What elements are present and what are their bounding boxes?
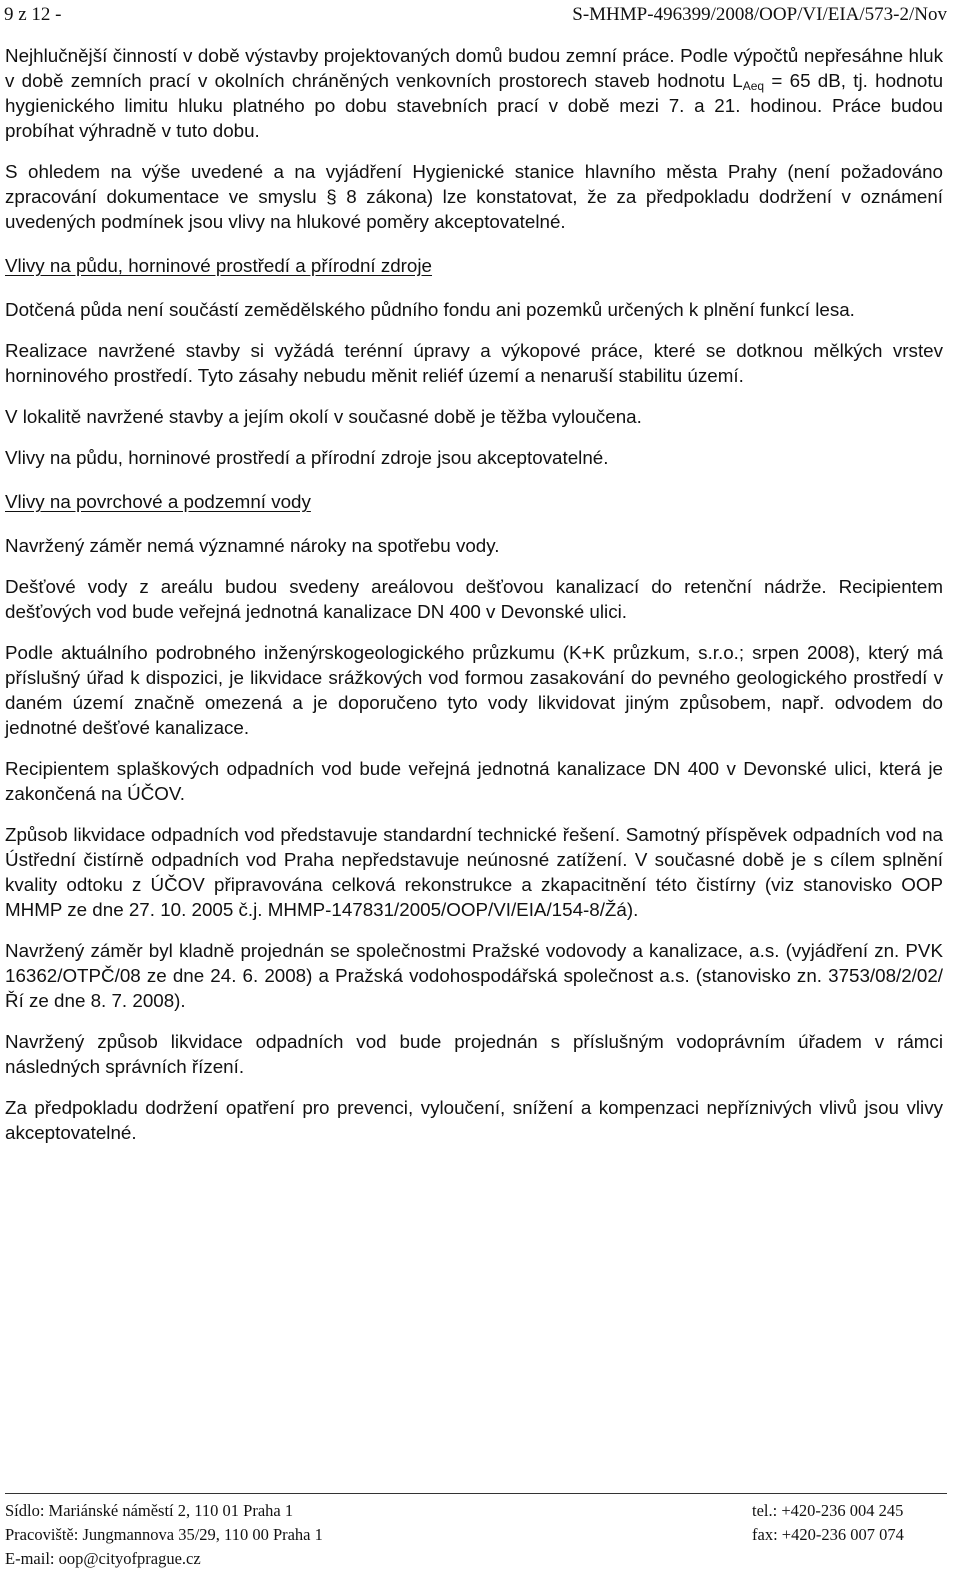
paragraph-approval: Navržený záměr byl kladně projednán se společnostmi Pražské vodovody a kanalizace, a.s. (vyjádření zn. PVK 16362/OTPČ/08 ze dne 24. 6. 2008) a Pražská vodohospodářská společnost a.s. (stanovisko zn. 3753/08/2/02/Ří ze dne 8. 7. 2008).	[5, 940, 943, 1011]
document-body	[5, 43, 943, 1161]
paragraph-noise-conclusion: S ohledem na výše uvedené a na vyjádření Hygienické stanice hlavního města Prahy (není požadováno zpracování dokumentace ve smyslu § 8 zákona) lze konstatovat, že za předpokladu dodržení v oznámení uvedených podmínek jsou vlivy na hlukové poměry akceptovatelné.	[5, 161, 943, 232]
footer-address: Sídlo: Mariánské náměstí 2, 110 01 Praha 1	[5, 1501, 294, 1520]
paragraph-mining: V lokalitě navržené stavby a jejím okolí v současné době je těžba vyloučena.	[5, 406, 642, 427]
footer-divider	[5, 1493, 947, 1494]
paragraph-treatment-plant: Způsob likvidace odpadních vod představuje standardní technické řešení. Samotný příspěvek odpadních vod na Ústřední čistírně odpadních vod Praha nepředstavuje neúnosné zatížení. V současné době je s cílem splnění kvality odtoku z ÚČOV připravována celková rekonstrukce a zkapacitnění této čistírny (viz stanovisko OOP MHMP ze dne 27. 10. 2005 č.j. MHMP-147831/2005/OOP/VI/EIA/154-8/Žá).	[5, 824, 943, 920]
paragraph-rainwater: Dešťové vody z areálu budou svedeny areálovou dešťovou kanalizací do retenční nádrže. Recipientem dešťových vod bude veřejná jednotná kanalizace DN 400 v Devonské ulici.	[5, 576, 943, 622]
paragraph-terrain: Realizace navržené stavby si vyžádá terénní úpravy a výkopové práce, které se dotknou mělkých vrstev horninového prostředí. Tyto zásahy nebudu měnit reliéf území a nenaruší stabilitu území.	[5, 340, 943, 386]
footer-fax: fax: +420-236 007 074	[752, 1525, 904, 1544]
footer-contact-address	[5, 1499, 323, 1571]
paragraph-soil-fund: Dotčená půda není součástí zemědělského půdního fondu ani pozemků určených k plnění funkcí lesa.	[5, 299, 855, 320]
paragraph-text: = 65 dB, tj. hodnotu hygienického limitu hluku platného po dobu stavebních prací v době mezi 7. a 21. hodinou. Práce budou probíhat výhradně v tuto dobu.	[5, 70, 944, 141]
paragraph-water-authority: Navržený způsob likvidace odpadních vod bude projednán s příslušným vodoprávním úřadem v rámci následných správních řízení.	[5, 1031, 943, 1077]
paragraph-water-demand: Navržený záměr nemá významné nároky na spotřebu vody.	[5, 535, 500, 556]
subscript-aeq: Aeq	[742, 79, 765, 93]
footer-workplace: Pracoviště: Jungmannova 35/29, 110 00 Praha 1	[5, 1525, 323, 1544]
paragraph-sewage: Recipientem splaškových odpadních vod bude veřejná jednotná kanalizace DN 400 v Devonské ulici, která je zakončená na ÚČOV.	[5, 758, 943, 804]
footer-phone: tel.: +420-236 004 245	[752, 1501, 904, 1520]
paragraph-noise	[5, 43, 943, 143]
page-number: 9 z 12 -	[4, 4, 62, 25]
section-heading-soil: Vlivy na půdu, horninové prostředí a přírodní zdroje	[5, 255, 432, 276]
paragraph-geology-survey: Podle aktuálního podrobného inženýrskogeologického průzkumu (K+K průzkum, s.r.o.; srpen 2008), který má příslušný úřad k dispozici, je likvidace srážkových vod formou zasakování do pevného geologického prostředí v daném území značně omezená a je doporučeno tyto vody likvidovat jiným způsobem, např. odvodem do jednotné dešťové kanalizace.	[5, 642, 943, 738]
footer-contact-phone	[752, 1499, 904, 1547]
paragraph-text: Nejhlučnější činností v době výstavby projektovaných domů budou zemní práce. Podle výpočtů nepřesáhne hluk v době zemních prací v okolních chráněných venkovních prostorech staveb hodnotu L	[5, 45, 943, 91]
paragraph-soil-conclusion: Vlivy na půdu, horninové prostředí a přírodní zdroje jsou akceptovatelné.	[5, 447, 609, 468]
document-reference: S-MHMP-496399/2008/OOP/VI/EIA/573-2/Nov	[572, 4, 947, 25]
footer-email: E-mail: oop@cityofprague.cz	[5, 1549, 201, 1568]
paragraph-water-conclusion: Za předpokladu dodržení opatření pro prevenci, vyloučení, snížení a kompenzaci nepříznivých vlivů jsou vlivy akceptovatelné.	[5, 1097, 943, 1143]
section-heading-water: Vlivy na povrchové a podzemní vody	[5, 491, 311, 512]
page-header	[0, 0, 947, 34]
